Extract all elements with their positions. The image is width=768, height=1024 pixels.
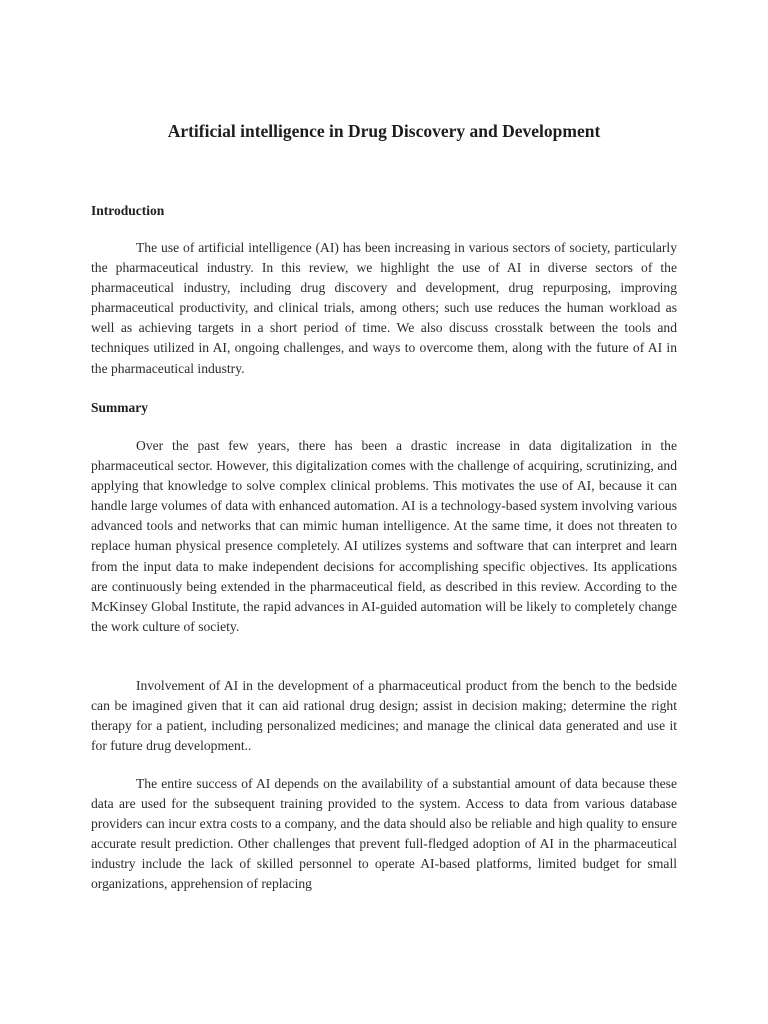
summary-paragraph-3: The entire success of AI depends on the availability of a substantial amount of data because these data are used for the subsequent training provided to the system. Access to data from various database providers can incur extra costs to a company, and the data should also be reliable and high quality to ensure accurate result prediction. Other challenges that prevent full-fledged adoption of AI in the pharmaceutical industry include the lack of skilled personnel to operate AI-based platforms, limited budget for small organizations, apprehension of replacing	[91, 776, 677, 892]
document-title: Artificial intelligence in Drug Discovery and Development	[167, 121, 601, 141]
introduction-paragraph: The use of artificial intelligence (AI) has been increasing in various sectors of society, particularly the pharmaceutical industry. In this review, we highlight the use of AI in diverse sectors of the pharmaceutical industry, including drug discovery and development, drug repurposing, improving pharmaceutical productivity, and clinical trials, among others; such use reduces the human workload as well as achieving targets in a short period of time. We also discuss crosstalk between the tools and techniques utilized in AI, ongoing challenges, and ways to overcome them, along with the future of AI in the pharmaceutical industry.	[91, 240, 677, 376]
summary-paragraph-1: Over the past few years, there has been a drastic increase in data digitalization in the pharmaceutical sector. However, this digitalization comes with the challenge of acquiring, scrutinizing, and applying that knowledge to solve complex clinical problems. This motivates the use of AI, because it can handle large volumes of data with enhanced automation. AI is a technology-based system involving various advanced tools and networks that can mimic human intelligence. At the same time, it does not threaten to replace human physical presence completely. AI utilizes systems and software that can interpret and learn from the input data to make independent decisions for accomplishing specific objectives. Its applications are continuously being extended in the pharmaceutical field, as described in this review. According to the McKinsey Global Institute, the rapid advances in AI-guided automation will be likely to completely change the work culture of society.	[91, 438, 677, 634]
summary-paragraph-2: Involvement of AI in the development of a pharmaceutical product from the bench to the bedside can be imagined given that it can aid rational drug design; assist in decision making; determine the right therapy for a patient, including personalized medicines; and manage the clinical data generated and use it for future drug development..	[91, 678, 677, 754]
section-heading-introduction: Introduction	[91, 203, 165, 218]
section-heading-summary: Summary	[91, 400, 148, 415]
